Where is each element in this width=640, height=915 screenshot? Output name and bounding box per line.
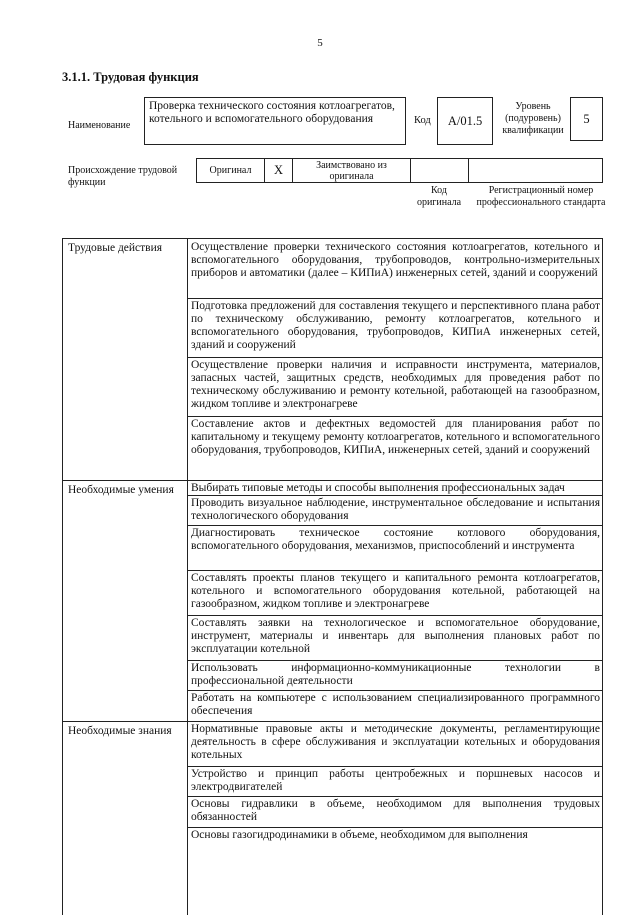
row-divider	[187, 298, 602, 299]
section-divider	[63, 480, 602, 481]
functions-table	[62, 238, 603, 915]
skills-label: Необходимые умения	[68, 484, 174, 496]
name-label: Наименование	[68, 120, 131, 131]
origin-code-cell	[411, 159, 469, 182]
code-label: Код	[414, 115, 431, 126]
skill-item: Проводить визуальное наблюдение, инструментальное обследование и испытания технологического оборудования	[191, 497, 600, 522]
row-divider	[187, 495, 602, 496]
origin-reg-cell	[469, 159, 602, 182]
knowledge-label: Необходимые знания	[68, 725, 172, 737]
origin-original-cell: Оригинал	[197, 159, 265, 182]
skill-item: Выбирать типовые методы и способы выполнения профессиональных задач	[191, 482, 565, 494]
row-divider	[187, 570, 602, 571]
row-divider	[187, 416, 602, 417]
function-name-box: Проверка технического состояния котлоагрегатов, котельного и вспомогательного оборудования	[144, 97, 406, 145]
knowledge-item: Нормативные правовые акты и методические документы, регламентирующие деятельность в сфере обслуживания и эксплуатации котельных и оборудования котельных	[191, 723, 600, 761]
knowledge-item: Устройство и принцип работы центробежных и поршневых насосов и электродвигателей	[191, 768, 600, 793]
section-divider	[63, 721, 602, 722]
row-divider	[187, 615, 602, 616]
column-divider	[187, 239, 188, 915]
row-divider	[187, 796, 602, 797]
skill-item: Составлять проекты планов текущего и капитального ремонта котлоагрегатов, котельного и вспомогательного оборудования котельной, работающей на газообразном, жидком топливе и электронагреве	[191, 572, 600, 610]
row-divider	[187, 690, 602, 691]
action-item: Составление актов и дефектных ведомостей для планирования работ по капитальному и текущему ремонту котлоагрегатов, котельного и вспомогательного оборудования, трубопроводов, КИПиА, инженерных сетей, зданий и сооружений	[191, 418, 600, 456]
row-divider	[187, 357, 602, 358]
skill-item: Работать на компьютере с использованием специализированного программного обеспечения	[191, 692, 600, 717]
row-divider	[187, 525, 602, 526]
page-number: 5	[317, 37, 323, 49]
row-divider	[187, 660, 602, 661]
action-item: Осуществление проверки технического состояния котлоагрегатов, котельного и вспомогательного оборудования, трубопроводов, контрольно-измерительных приборов и автоматики (далее – КИПиА) инженерных сетей, зданий и сооружений	[191, 241, 600, 279]
skill-item: Составлять заявки на технологическое и вспомогательное оборудование, инструмент, материалы и инвентарь для выполнения плановых работ по эксплуатации котельной	[191, 617, 600, 655]
origin-row	[196, 158, 603, 183]
knowledge-item: Основы гидравлики в объеме, необходимом для выполнения трудовых обязанностей	[191, 798, 600, 823]
reg-number-caption: Регистрационный номер профессионального стандарта	[476, 185, 606, 208]
original-code-caption: Код оригинала	[416, 185, 462, 208]
function-code-box: А/01.5	[437, 97, 493, 145]
level-label: Уровень (подуровень) квалификации	[502, 101, 564, 136]
skill-item: Диагностировать техническое состояние котлового оборудования, вспомогательного оборудования, механизмов, приспособлений и инструмента	[191, 527, 600, 552]
qualification-level-box: 5	[570, 97, 603, 141]
actions-label: Трудовые действия	[68, 242, 163, 254]
row-divider	[187, 766, 602, 767]
origin-mark-cell: X	[265, 159, 293, 182]
origin-label: Происхождение трудовой функции	[68, 165, 178, 188]
section-title: 3.1.1. Трудовая функция	[62, 70, 199, 84]
knowledge-item: Основы газогидродинамики в объеме, необходимом для выполнения	[191, 829, 528, 841]
row-divider	[187, 827, 602, 828]
action-item: Осуществление проверки наличия и исправности инструмента, материалов, запасных частей, защитных средств, необходимых для проведения работ по техническому обслуживанию и ремонту котельной, работающей на газообразном, жидком топливе и электронагреве	[191, 359, 600, 410]
skill-item: Использовать информационно-коммуникационные технологии в профессиональной деятельности	[191, 662, 600, 687]
action-item: Подготовка предложений для составления текущего и перспективного плана работ по техническому обслуживанию, ремонту котлоагрегатов, котельного и вспомогательного оборудования, трубопроводов, КИПиА инженерных сетей, зданий и сооружений	[191, 300, 600, 351]
origin-borrowed-cell: Заимствовано из оригинала	[293, 159, 411, 182]
